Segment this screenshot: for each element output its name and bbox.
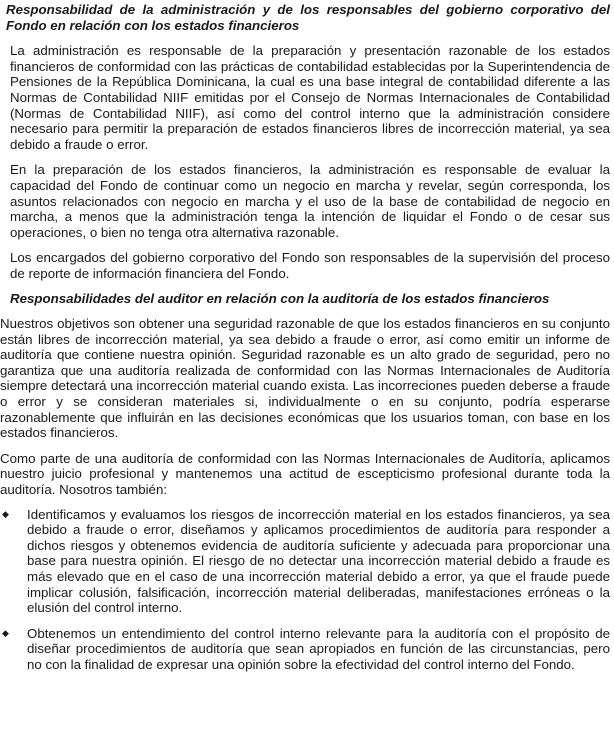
paragraph-governance-supervision: Los encargados del gobierno corporativo del Fondo son responsables de la supervisión del proceso de reporte de información financiera del Fondo. [10, 250, 610, 281]
section-heading-management-responsibility: Responsabilidad de la administración y de los responsables del gobierno corporativo del Fondo en relación con los estados financieros [6, 2, 610, 33]
audit-procedures-list [0, 507, 610, 673]
list-item [0, 507, 610, 616]
paragraph-going-concern: En la preparación de los estados financieros, la administración es responsable de evaluar la capacidad del Fondo de continuar como un negocio en marcha y revelar, según corresponda, los asuntos relacionados con negocio en marcha y el uso de la base de contabilidad de negocio en marcha, a menos que la administración tenga la intención de liquidar el Fondo o de cesar sus operaciones, o bien no tenga otra alternativa razonable. [10, 162, 610, 240]
paragraph-management-responsibility: La administración es responsable de la preparación y presentación razonable de los estados financieros de conformidad con las prácticas de contabilidad establecidas por la Superintendencia de Pensiones de la República Dominicana, la cual es una base integral de contabilidad diferente a las Normas de Contabilidad NIIF emitidas por el Consejo de Normas Internacionales de Contabilidad (Normas de Contabilidad NIIF), así como del control interno que la administración considere necesario para permitir la preparación de estados financieros libres de incorrección material, ya sea debido a fraude o error. [10, 43, 610, 152]
paragraph-audit-objectives: Nuestros objetivos son obtener una seguridad razonable de que los estados financieros en su conjunto están libres de incorrección material, ya sea debido a fraude o error, así como emitir un informe de auditoría que contiene nuestra opinión. Seguridad razonable es un alto grado de seguridad, pero no garantiza que una auditoría realizada de conformidad con las Normas Internacionales de Auditoría siempre detectará una incorrección material cuando exista. Las incorreciones pueden deberse a fraude o error y se consideran materiales si, individualmente o en su conjunto, podría esperarse razonablemente que influirán en las decisiones económicas que los usuarios toman, con base en los estados financieros. [0, 316, 610, 441]
diamond-bullet-icon: ◆ [2, 508, 9, 519]
list-item [0, 626, 610, 673]
diamond-bullet-icon: ◆ [2, 627, 9, 638]
section-heading-auditor-responsibility: Responsabilidades del auditor en relación con la auditoría de los estados financieros [10, 290, 550, 306]
list-item-text: Obtenemos un entendimiento del control interno relevante para la auditoría con el propósito de diseñar procedimientos de auditoría que sean apropiados en función de las circunstancias, pero no con la finalidad de expresar una opinión sobre la efectividad del control interno del Fondo. [27, 625, 610, 672]
list-item-text: Identificamos y evaluamos los riesgos de incorrección material en los estados financieros, ya sea debido a fraude o error, diseñamos y aplicamos procedimientos de auditoría para responder a dichos riesgos y obtenemos evidencia de auditoría suficiente y adecuada para proporcionar una base para nuestra opinión. El riesgo de no detectar una incorrección material debido a fraude es más elevado que en el caso de una incorrección material debido a error, ya que el fraude puede implicar colusión, falsificación, incorrección material deliberadas, manifestaciones erróneas o la elusión del control interno. [27, 506, 610, 616]
paragraph-professional-judgment: Como parte de una auditoría de conformidad con las Normas Internacionales de Auditoría, aplicamos nuestro juicio profesional y mantenemos una actitud de escepticismo profesional durante toda la auditoría. Nosotros también: [0, 450, 610, 498]
